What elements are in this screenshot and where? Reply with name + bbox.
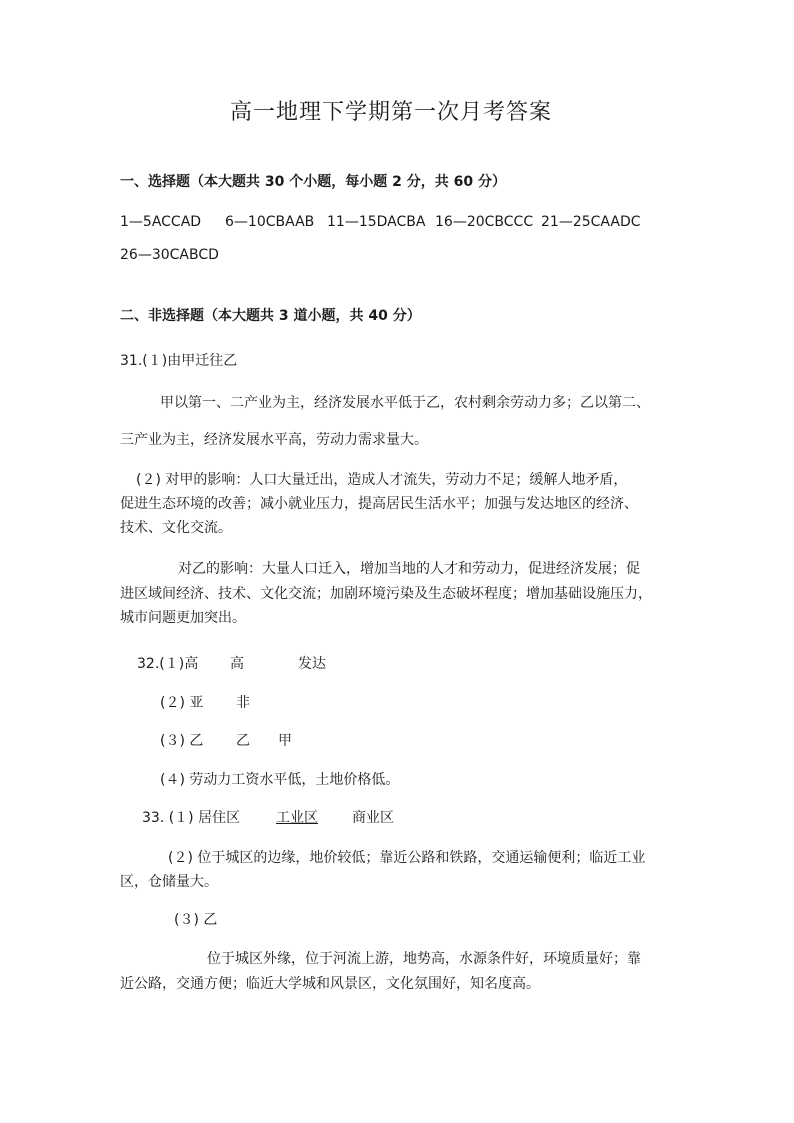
answer-range-3: 11—15DACBA	[327, 214, 426, 230]
q32-line1-b: 高	[230, 656, 244, 672]
q33-part2-line2: 区，仓储量大。	[120, 874, 218, 890]
q31-part3-line1: 对乙的影响：大量人口迁入，增加当地的人才和劳动力，促进经济发展；促	[178, 561, 640, 577]
q33-part3-reason-line2: 近公路，交通方便；临近大学城和风景区，文化氛围好，知名度高。	[120, 976, 540, 992]
answer-range-6: 26—30CABCD	[120, 247, 219, 263]
q31-part1: 31.(１)由甲迁往乙	[120, 353, 238, 369]
q32-line3-a: (３) 乙	[160, 733, 204, 749]
q31-reason-line2: 三产业为主，经济发展水平高，劳动力需求量大。	[120, 432, 428, 448]
q33-line1-c: 商业区	[352, 810, 394, 826]
q31-part3-line2: 进区域间经济、技术、文化交流；加剧环境污染及生态破坏程度；增加基础设施压力，	[120, 586, 652, 602]
q31-reason-line1: 甲以第一、二产业为主，经济发展水平低于乙，农村剩余劳动力多；乙以第二、	[160, 395, 650, 411]
q31-part2-line3: 技术、文化交流。	[120, 520, 232, 536]
q32-line2-a: (２) 亚	[160, 695, 204, 711]
q32-line3-c: 甲	[278, 733, 292, 749]
page-title: 高一地理下学期第一次月考答案	[230, 100, 553, 125]
q33-part3: (３) 乙	[174, 912, 218, 928]
q31-part3-line3: 城市问题更加突出。	[120, 610, 246, 626]
section-1-heading: 一、选择题（本大题共 30 个小题，每小题 2 分，共 60 分）	[120, 174, 506, 190]
q32-line2-b: 非	[236, 695, 250, 711]
section-2-heading: 二、非选择题（本大题共 3 道小题，共 40 分）	[120, 308, 421, 324]
q32-line1-a: 32.(１)高	[137, 656, 199, 672]
answer-range-2: 6—10CBAAB	[225, 214, 315, 230]
q33-line1-a: 33. (１) 居住区	[142, 810, 241, 826]
q32-line3-b: 乙	[236, 733, 250, 749]
q32-line1-c: 发达	[298, 656, 326, 672]
answer-range-5: 21—25CAADC	[541, 214, 641, 230]
q33-part2-line1: (２) 位于城区的边缘，地价较低；靠近公路和铁路，交通运输便利；临近工业	[168, 850, 646, 866]
answer-range-4: 16—20CBCCC	[435, 214, 534, 230]
q33-part3-reason-line1: 位于城区外缘，位于河流上游，地势高，水源条件好，环境质量好；靠	[207, 951, 641, 967]
q32-line4: (４) 劳动力工资水平低，土地价格低。	[160, 772, 400, 788]
q31-part2-line1: (２) 对甲的影响：人口大量迁出，造成人才流失，劳动力不足；缓解人地矛盾，	[136, 472, 628, 488]
q33-line1-b: 工业区	[276, 810, 318, 826]
q31-part2-line2: 促进生态环境的改善；减小就业压力，提高居民生活水平；加强与发达地区的经济、	[120, 496, 638, 512]
answer-range-1: 1—5ACCAD	[120, 214, 202, 230]
